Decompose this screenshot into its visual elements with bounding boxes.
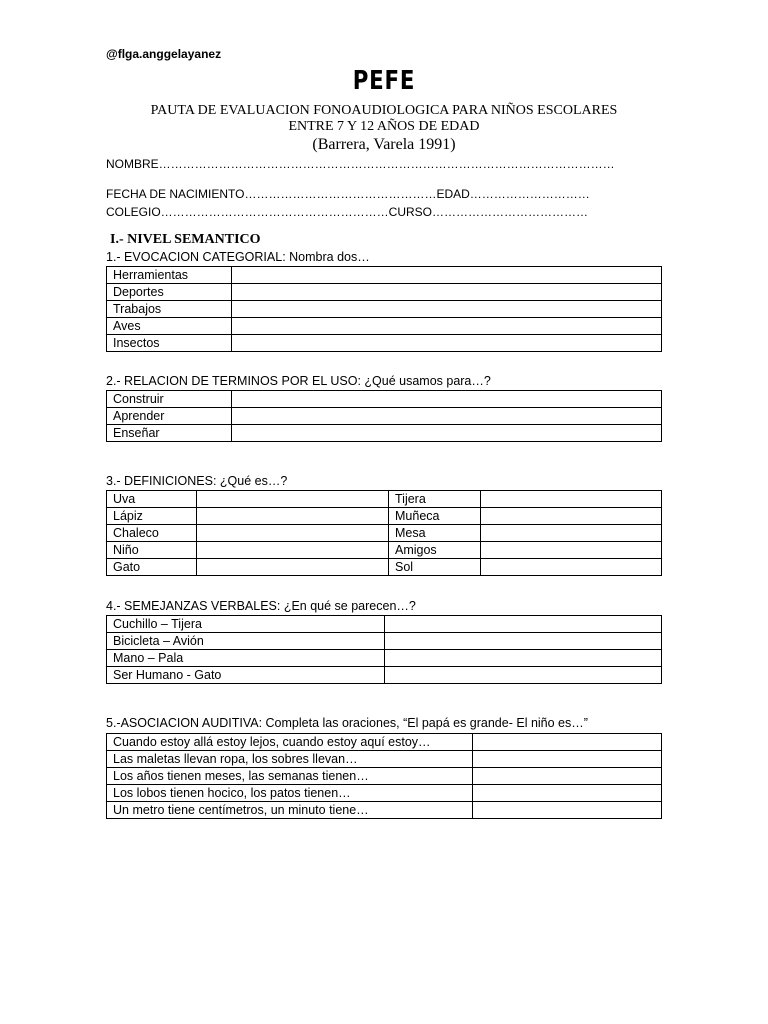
sentence-label: Los lobos tienen hocico, los patos tienen… <box>107 785 473 802</box>
answer-cell[interactable] <box>481 508 662 525</box>
table-row <box>107 267 662 284</box>
document-reference: (Barrera, Varela 1991) <box>312 136 456 153</box>
word-label: Chaleco <box>107 525 197 542</box>
question-5-label: 5.-ASOCIACION AUDITIVA: Completa las oraciones, “El papá es grande- El niño es…” <box>106 716 588 730</box>
sentence-label: Las maletas llevan ropa, los sobres llevan… <box>107 751 473 768</box>
question-2-label: 2.- RELACION DE TERMINOS POR EL USO: ¿Qué usamos para…? <box>106 374 491 388</box>
answer-cell[interactable] <box>232 391 662 408</box>
document-title: PEFE <box>352 66 416 96</box>
table-row <box>107 734 662 751</box>
answer-cell[interactable] <box>385 650 662 667</box>
word-label: Lápiz <box>107 508 197 525</box>
question-5-table <box>106 733 662 819</box>
answer-cell[interactable] <box>232 284 662 301</box>
table-row <box>107 751 662 768</box>
answer-cell[interactable] <box>232 425 662 442</box>
table-row <box>107 768 662 785</box>
table-row <box>107 425 662 442</box>
fecha-edad-field[interactable]: FECHA DE NACIMIENTO…………………………………………EDAD………………………… <box>106 187 590 201</box>
table-row <box>107 667 662 684</box>
answer-cell[interactable] <box>473 802 662 819</box>
question-1-label: 1.- EVOCACION CATEGORIAL: Nombra dos… <box>106 250 370 264</box>
answer-cell[interactable] <box>481 542 662 559</box>
sentence-label: Los años tienen meses, las semanas tienen… <box>107 768 473 785</box>
table-row <box>107 318 662 335</box>
question-4-table <box>106 615 662 684</box>
answer-cell[interactable] <box>232 267 662 284</box>
nombre-field[interactable]: NOMBRE…………………………………………………………………………………………………… <box>106 157 615 171</box>
section-heading: I.- NIVEL SEMANTICO <box>110 232 261 247</box>
answer-cell[interactable] <box>232 318 662 335</box>
answer-cell[interactable] <box>197 508 389 525</box>
question-3-label: 3.- DEFINICIONES: ¿Qué es…? <box>106 474 288 488</box>
answer-cell[interactable] <box>197 542 389 559</box>
table-row <box>107 301 662 318</box>
sentence-label: Cuando estoy allá estoy lejos, cuando estoy aquí estoy… <box>107 734 473 751</box>
answer-cell[interactable] <box>197 525 389 542</box>
answer-cell[interactable] <box>385 633 662 650</box>
answer-cell[interactable] <box>473 734 662 751</box>
pair-label: Bicicleta – Avión <box>107 633 385 650</box>
question-4-label: 4.- SEMEJANZAS VERBALES: ¿En qué se parecen…? <box>106 599 416 613</box>
question-3-table <box>106 490 662 576</box>
word-label: Uva <box>107 491 197 508</box>
table-row <box>107 491 662 508</box>
table-row <box>107 616 662 633</box>
answer-cell[interactable] <box>481 559 662 576</box>
answer-cell[interactable] <box>232 335 662 352</box>
table-row <box>107 542 662 559</box>
answer-cell[interactable] <box>473 785 662 802</box>
author-handle: @flga.anggelayanez <box>106 47 222 61</box>
category-label: Trabajos <box>107 301 232 318</box>
category-label: Aves <box>107 318 232 335</box>
answer-cell[interactable] <box>385 616 662 633</box>
word-label: Mesa <box>389 525 481 542</box>
table-row <box>107 633 662 650</box>
word-label: Gato <box>107 559 197 576</box>
word-label: Amigos <box>389 542 481 559</box>
answer-cell[interactable] <box>197 491 389 508</box>
table-row <box>107 525 662 542</box>
table-row <box>107 508 662 525</box>
question-1-table <box>106 266 662 352</box>
answer-cell[interactable] <box>481 491 662 508</box>
table-row <box>107 802 662 819</box>
table-row <box>107 391 662 408</box>
word-label: Sol <box>389 559 481 576</box>
table-row <box>107 559 662 576</box>
answer-cell[interactable] <box>232 408 662 425</box>
pair-label: Cuchillo – Tijera <box>107 616 385 633</box>
word-label: Tijera <box>389 491 481 508</box>
pair-label: Ser Humano - Gato <box>107 667 385 684</box>
answer-cell[interactable] <box>232 301 662 318</box>
answer-cell[interactable] <box>481 525 662 542</box>
table-row <box>107 335 662 352</box>
sentence-label: Un metro tiene centímetros, un minuto tiene… <box>107 802 473 819</box>
document-subtitle-line1: PAUTA DE EVALUACION FONOAUDIOLOGICA PARA NIÑOS ESCOLARES <box>150 103 618 118</box>
answer-cell[interactable] <box>197 559 389 576</box>
word-label: Muñeca <box>389 508 481 525</box>
answer-cell[interactable] <box>473 751 662 768</box>
table-row <box>107 785 662 802</box>
term-label: Aprender <box>107 408 232 425</box>
table-row <box>107 650 662 667</box>
answer-cell[interactable] <box>473 768 662 785</box>
document-subtitle-line2: ENTRE 7 Y 12 AÑOS DE EDAD <box>288 119 480 134</box>
term-label: Enseñar <box>107 425 232 442</box>
colegio-curso-field[interactable]: COLEGIO…………………………………………………CURSO………………………………… <box>106 205 589 219</box>
category-label: Insectos <box>107 335 232 352</box>
word-label: Niño <box>107 542 197 559</box>
question-2-table <box>106 390 662 442</box>
term-label: Construir <box>107 391 232 408</box>
category-label: Herramientas <box>107 267 232 284</box>
table-row <box>107 408 662 425</box>
category-label: Deportes <box>107 284 232 301</box>
table-row <box>107 284 662 301</box>
pair-label: Mano – Pala <box>107 650 385 667</box>
answer-cell[interactable] <box>385 667 662 684</box>
